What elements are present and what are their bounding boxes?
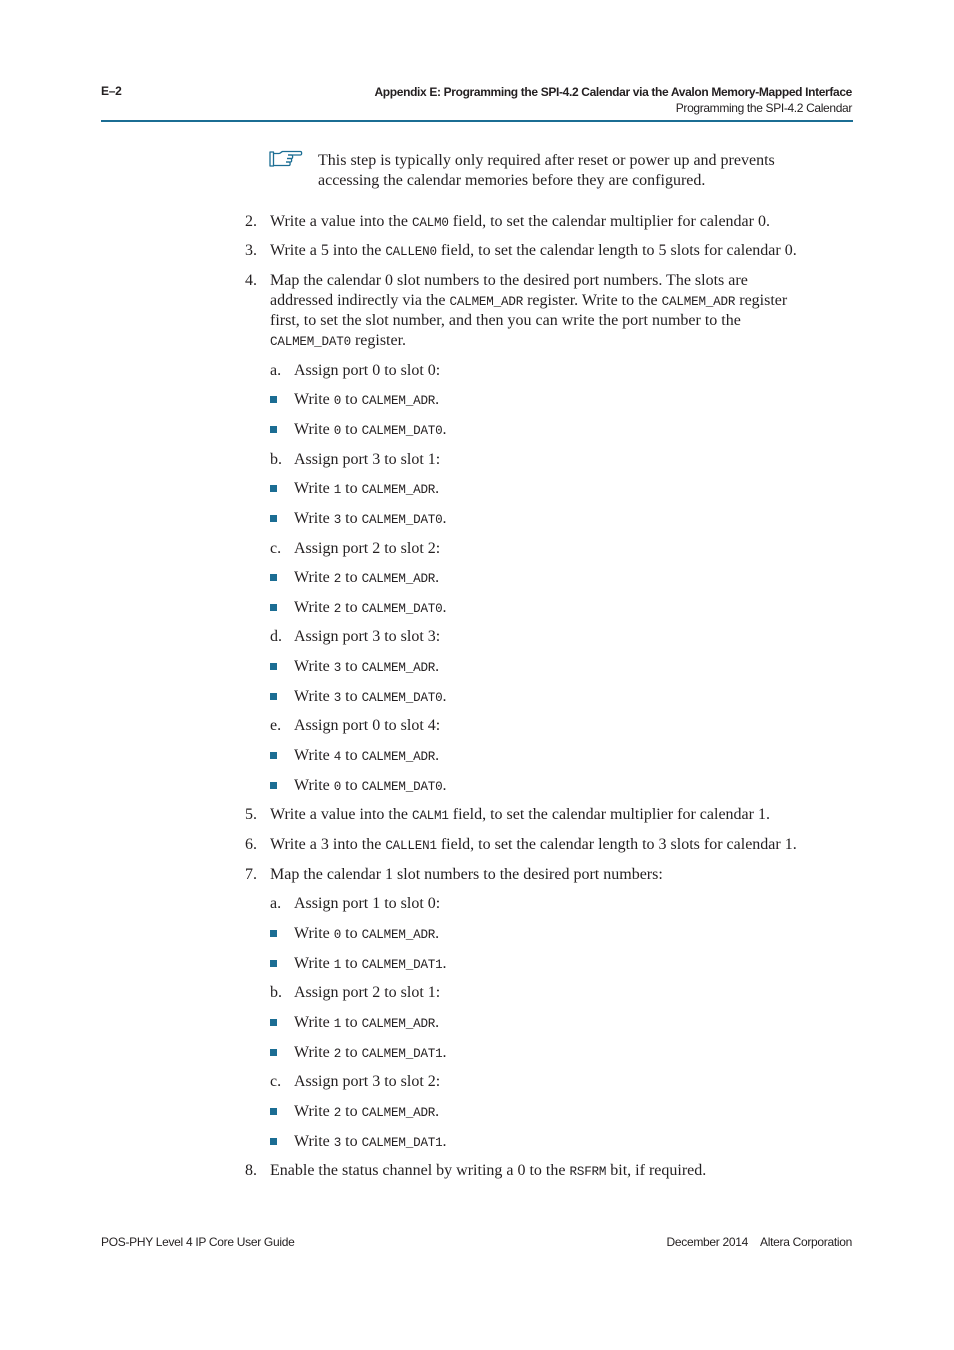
step-number: 6. bbox=[245, 836, 257, 853]
code-term: 1 bbox=[333, 1017, 342, 1031]
bullet-item: Write 1 to CALMEM_ADR. bbox=[294, 1014, 440, 1031]
code-term: 3 bbox=[333, 1136, 342, 1150]
step-text: Write a 5 into the CALLEN0 field, to set the calendar length to 5 slots for calendar 0. bbox=[270, 242, 797, 259]
bullet-item: Write 4 to CALMEM_ADR. bbox=[294, 747, 440, 764]
bullet-icon bbox=[270, 1138, 277, 1145]
bullet-icon bbox=[270, 1019, 277, 1026]
code-term: CALM0 bbox=[411, 216, 449, 230]
step-number: 2. bbox=[245, 213, 257, 230]
section-title: Programming the SPI-4.2 Calendar bbox=[675, 101, 852, 115]
code-term: CALMEM_ADR bbox=[361, 750, 436, 764]
code-term: CALMEM_DAT1 bbox=[361, 1136, 443, 1150]
code-term: 3 bbox=[333, 513, 342, 527]
footer-company: Altera Corporation bbox=[760, 1235, 852, 1249]
bullet-icon bbox=[270, 752, 277, 759]
code-term: 3 bbox=[333, 661, 342, 675]
bullet-item: Write 0 to CALMEM_DAT0. bbox=[294, 777, 447, 794]
code-term: CALM1 bbox=[411, 809, 449, 823]
code-term: CALMEM_ADR bbox=[361, 394, 436, 408]
code-term: CALMEM_ADR bbox=[361, 661, 436, 675]
code-term: 0 bbox=[333, 928, 342, 942]
code-term: CALMEM_DAT0 bbox=[361, 780, 443, 794]
bullet-icon bbox=[270, 574, 277, 581]
substep-text: Assign port 3 to slot 1: bbox=[294, 451, 441, 468]
substep-letter: c. bbox=[270, 1073, 282, 1090]
page-number: E–2 bbox=[101, 84, 122, 98]
bullet-icon bbox=[270, 1049, 277, 1056]
footer-date: December 2014 bbox=[666, 1235, 749, 1249]
code-term: 1 bbox=[333, 958, 342, 972]
substep-text: Assign port 2 to slot 1: bbox=[294, 984, 441, 1001]
substep-letter: b. bbox=[270, 451, 282, 468]
bullet-icon bbox=[270, 930, 277, 937]
bullet-icon bbox=[270, 426, 277, 433]
bullet-item: Write 3 to CALMEM_DAT1. bbox=[294, 1133, 447, 1150]
code-term: 2 bbox=[333, 1047, 342, 1061]
bullet-item: Write 3 to CALMEM_DAT0. bbox=[294, 688, 447, 705]
substep-letter: e. bbox=[270, 717, 282, 734]
code-term: 0 bbox=[333, 394, 342, 408]
footer-guide-title: POS-PHY Level 4 IP Core User Guide bbox=[101, 1235, 295, 1249]
step-number: 4. bbox=[245, 272, 257, 289]
code-term: CALMEM_ADR bbox=[361, 572, 436, 586]
step-text: Map the calendar 0 slot numbers to the desired port numbers. The slots are bbox=[270, 272, 748, 289]
substep-letter: a. bbox=[270, 895, 282, 912]
substep-letter: b. bbox=[270, 984, 282, 1001]
code-term: CALMEM_DAT0 bbox=[361, 691, 443, 705]
substep-text: Assign port 1 to slot 0: bbox=[294, 895, 441, 912]
code-term: CALMEM_DAT0 bbox=[270, 335, 351, 349]
substep-text: Assign port 0 to slot 4: bbox=[294, 717, 441, 734]
step-number: 5. bbox=[245, 806, 257, 823]
code-term: CALMEM_ADR bbox=[361, 1106, 436, 1120]
code-term: CALMEM_DAT0 bbox=[361, 424, 443, 438]
step-text: first, to set the slot number, and then you can write the port number to the bbox=[270, 312, 741, 329]
step-text: Write a value into the CALM0 field, to set the calendar multiplier for calendar 0. bbox=[270, 213, 770, 230]
step-number: 7. bbox=[245, 866, 257, 883]
chapter-title: Appendix E: Programming the SPI-4.2 Calendar via the Avalon Memory-Mapped Interface bbox=[374, 85, 852, 99]
code-term: CALMEM_ADR bbox=[361, 928, 436, 942]
substep-text: Assign port 3 to slot 2: bbox=[294, 1073, 441, 1090]
bullet-icon bbox=[270, 396, 277, 403]
code-term: CALMEM_DAT0 bbox=[361, 602, 443, 616]
code-term: 0 bbox=[333, 424, 342, 438]
step-text: addressed indirectly via the CALMEM_ADR register. Write to the CALMEM_ADR register bbox=[270, 292, 788, 309]
bullet-icon bbox=[270, 960, 277, 967]
bullet-icon bbox=[270, 782, 277, 789]
running-header bbox=[374, 84, 852, 116]
pointing-hand-icon bbox=[269, 150, 303, 168]
substep-text: Assign port 0 to slot 0: bbox=[294, 362, 441, 379]
bullet-item: Write 3 to CALMEM_DAT0. bbox=[294, 510, 447, 527]
page-footer bbox=[667, 1235, 852, 1249]
bullet-item: Write 2 to CALMEM_ADR. bbox=[294, 1103, 440, 1120]
code-term: 4 bbox=[333, 750, 342, 764]
bullet-item: Write 1 to CALMEM_DAT1. bbox=[294, 955, 447, 972]
bullet-item: Write 0 to CALMEM_ADR. bbox=[294, 391, 440, 408]
code-term: RSFRM bbox=[569, 1165, 607, 1179]
code-term: CALMEM_ADR bbox=[361, 483, 436, 497]
substep-letter: a. bbox=[270, 362, 282, 379]
bullet-icon bbox=[270, 515, 277, 522]
bullet-icon bbox=[270, 485, 277, 492]
step-number: 8. bbox=[245, 1162, 257, 1179]
substep-text: Assign port 2 to slot 2: bbox=[294, 540, 441, 557]
code-term: 2 bbox=[333, 602, 342, 616]
code-term: CALMEM_DAT1 bbox=[361, 1047, 443, 1061]
note-line: This step is typically only required after reset or power up and prevents bbox=[318, 152, 775, 169]
code-term: CALMEM_ADR bbox=[361, 1017, 436, 1031]
note-line: accessing the calendar memories before they are configured. bbox=[318, 172, 706, 189]
code-term: 3 bbox=[333, 691, 342, 705]
code-term: CALMEM_ADR bbox=[449, 295, 524, 309]
bullet-item: Write 1 to CALMEM_ADR. bbox=[294, 480, 440, 497]
bullet-icon bbox=[270, 1108, 277, 1115]
bullet-item: Write 2 to CALMEM_ADR. bbox=[294, 569, 440, 586]
code-term: CALLEN1 bbox=[385, 839, 437, 853]
step-text: Map the calendar 1 slot numbers to the desired port numbers: bbox=[270, 866, 663, 883]
code-term: 0 bbox=[333, 780, 342, 794]
code-term: 1 bbox=[333, 483, 342, 497]
code-term: 2 bbox=[333, 572, 342, 586]
bullet-item: Write 0 to CALMEM_ADR. bbox=[294, 925, 440, 942]
step-number: 3. bbox=[245, 242, 257, 259]
step-text: Write a 3 into the CALLEN1 field, to set the calendar length to 3 slots for calendar 1. bbox=[270, 836, 797, 853]
substep-text: Assign port 3 to slot 3: bbox=[294, 628, 441, 645]
bullet-item: Write 0 to CALMEM_DAT0. bbox=[294, 421, 447, 438]
code-term: CALMEM_DAT0 bbox=[361, 513, 443, 527]
step-text: Write a value into the CALM1 field, to set the calendar multiplier for calendar 1. bbox=[270, 806, 770, 823]
code-term: CALLEN0 bbox=[385, 245, 437, 259]
code-term: 2 bbox=[333, 1106, 342, 1120]
step-text: Enable the status channel by writing a 0 to the RSFRM bit, if required. bbox=[270, 1162, 707, 1179]
header-rule bbox=[101, 120, 853, 122]
bullet-item: Write 2 to CALMEM_DAT1. bbox=[294, 1044, 447, 1061]
substep-letter: d. bbox=[270, 628, 282, 645]
bullet-item: Write 3 to CALMEM_ADR. bbox=[294, 658, 440, 675]
note-text bbox=[318, 151, 858, 191]
code-term: CALMEM_ADR bbox=[661, 295, 736, 309]
bullet-icon bbox=[270, 693, 277, 700]
bullet-icon bbox=[270, 604, 277, 611]
code-term: CALMEM_DAT1 bbox=[361, 958, 443, 972]
step-text: CALMEM_DAT0 register. bbox=[270, 332, 407, 349]
substep-letter: c. bbox=[270, 540, 282, 557]
bullet-item: Write 2 to CALMEM_DAT0. bbox=[294, 599, 447, 616]
bullet-icon bbox=[270, 663, 277, 670]
